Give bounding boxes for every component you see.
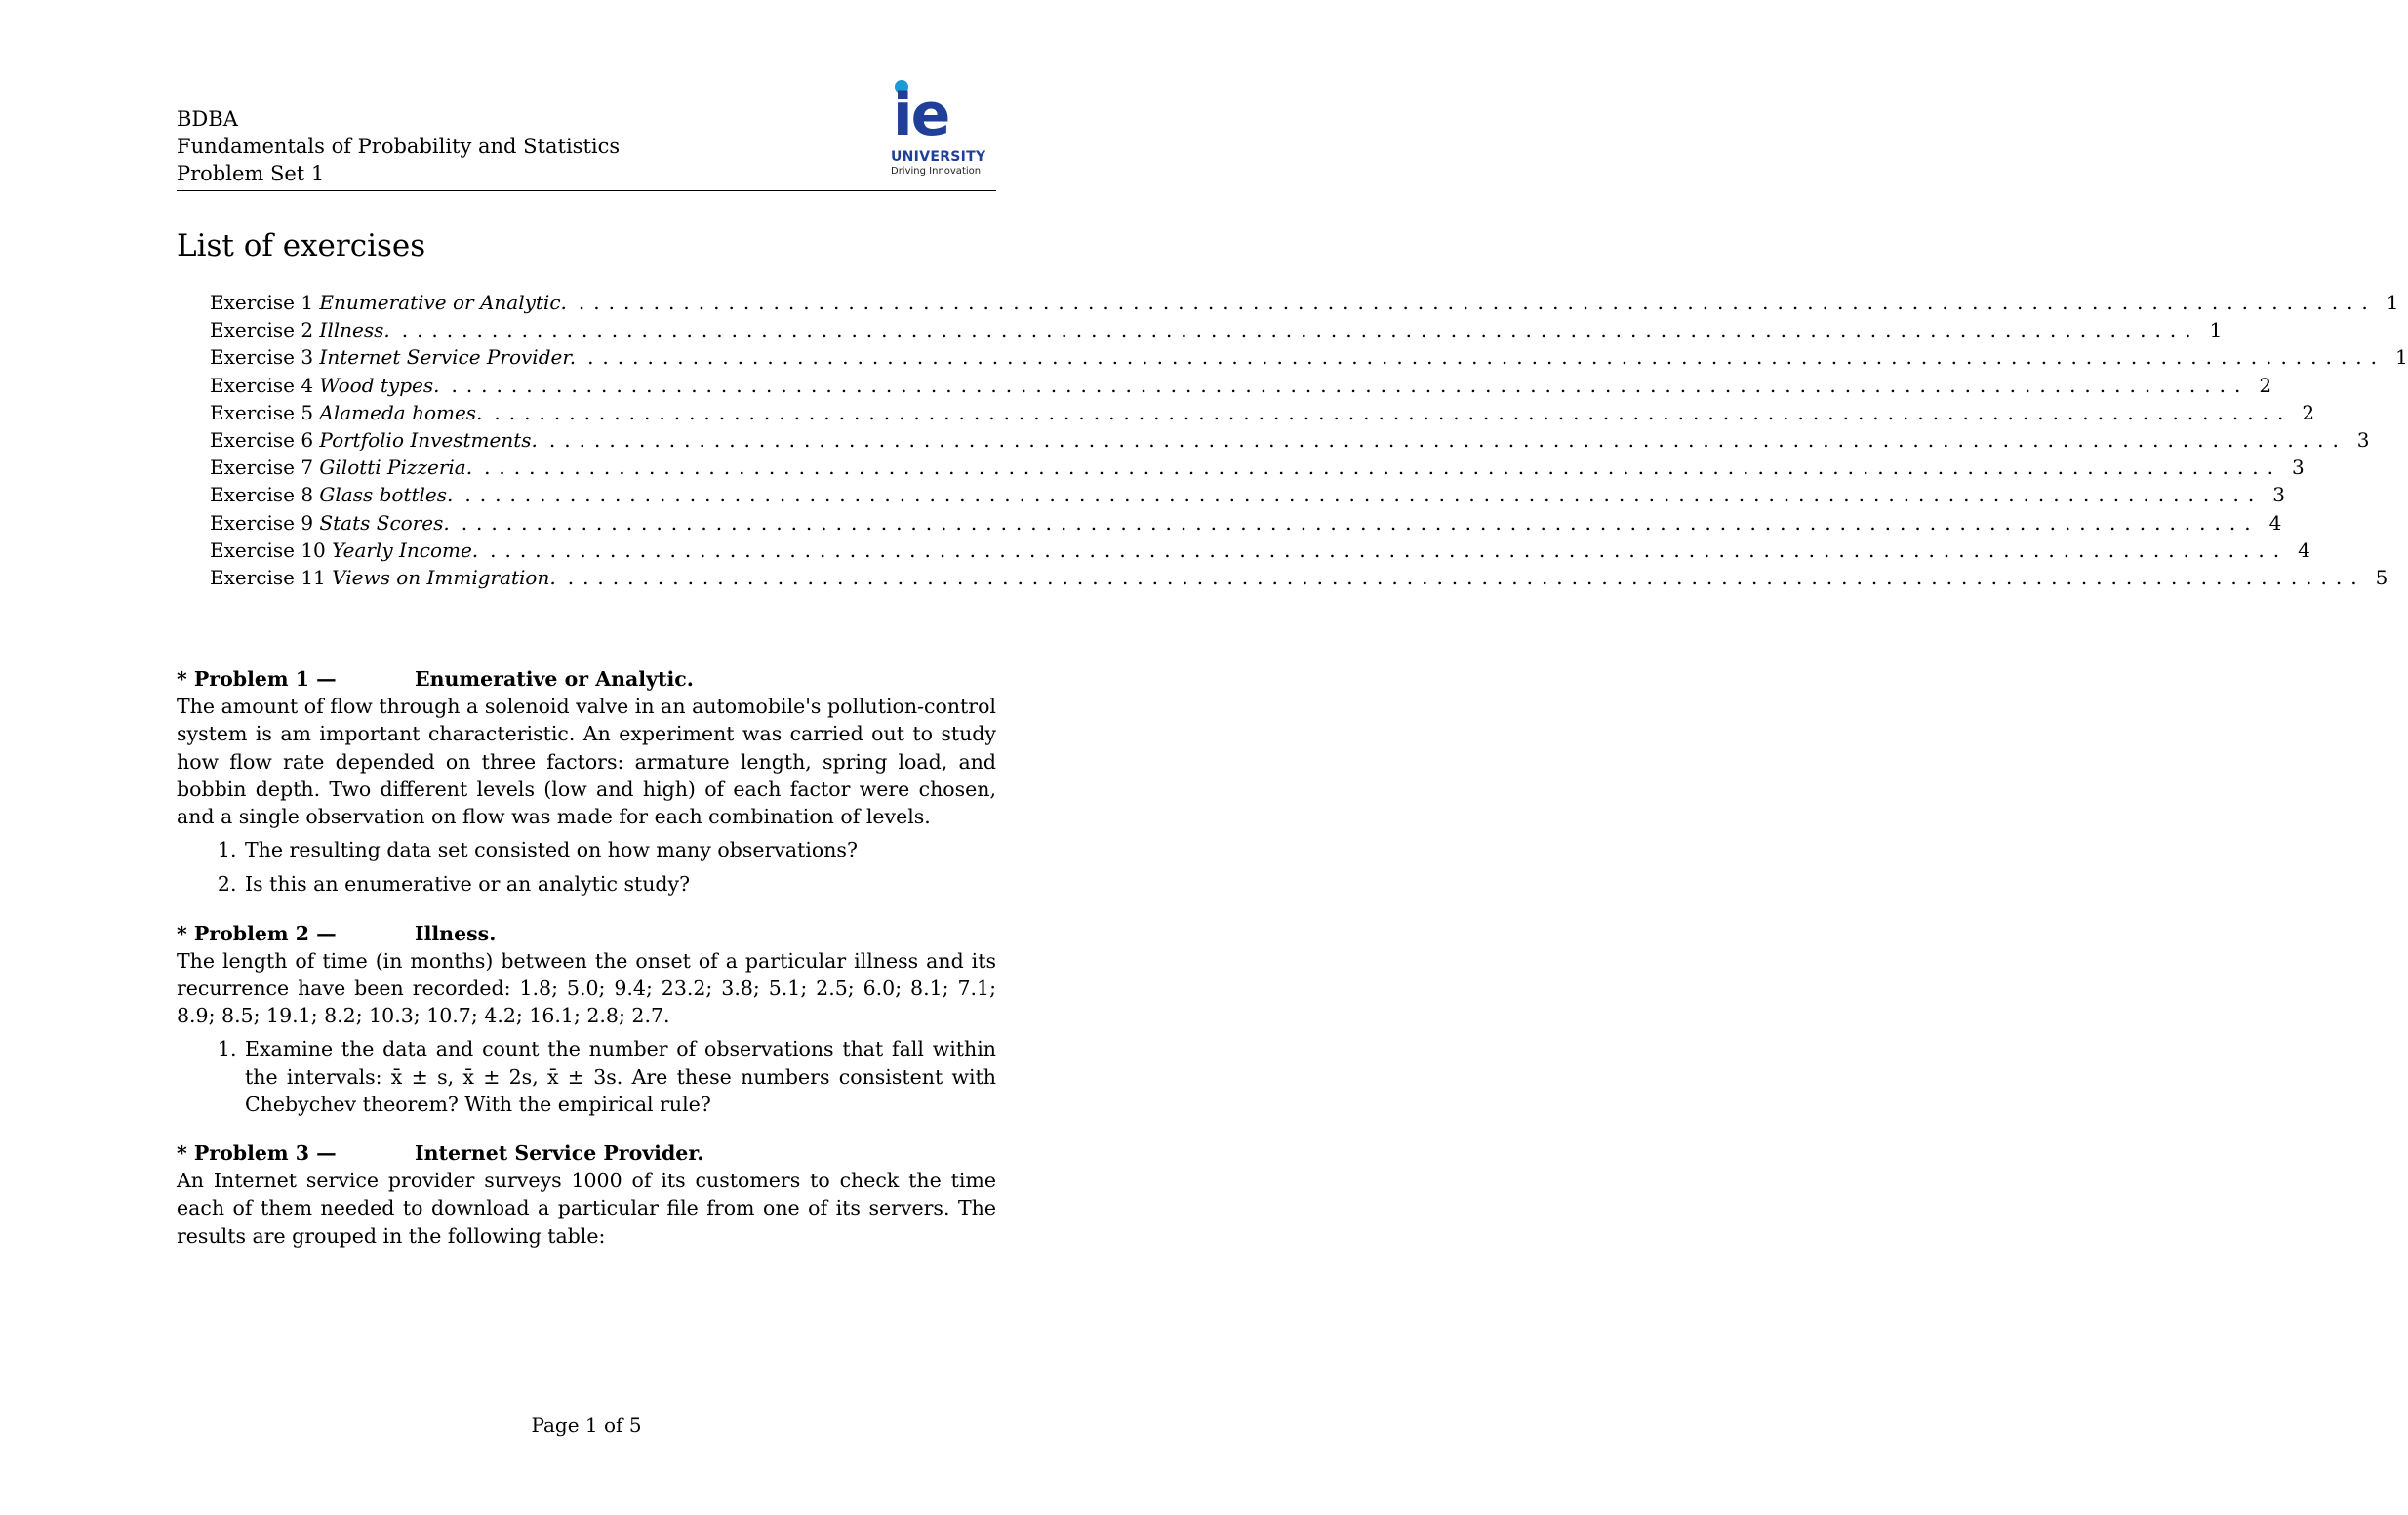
problem-heading	[177, 920, 996, 947]
toc-item-name: Glass bottles.	[319, 483, 454, 507]
toc-item-page: 4	[2298, 538, 2310, 562]
toc-item[interactable]	[210, 510, 2282, 538]
logo-mark: ie	[893, 81, 949, 149]
toc-item-page: 3	[2291, 456, 2305, 480]
toc-item-label	[210, 483, 453, 506]
ie-university-logo	[891, 80, 990, 179]
toc-leader-dots: ........................................................................................................................	[587, 345, 2386, 370]
toc-leader-dots: ........................................................................................................................	[451, 373, 2250, 397]
problem-label: * Problem 2 —	[177, 921, 337, 945]
toc-item-number: Exercise 3	[210, 345, 314, 370]
course-title: Fundamentals of Probability and Statistics	[177, 135, 621, 158]
problem-block	[177, 665, 996, 898]
problem-question: 2. Is this an enumerative or an analytic study?	[243, 870, 996, 897]
problem-heading	[177, 665, 996, 693]
toc-item-number: Exercise 10	[210, 538, 326, 562]
toc-item[interactable]	[210, 427, 2370, 456]
problem-title: Enumerative or Analytic.	[415, 667, 694, 691]
toc-item-name: Enumerative or Analytic.	[319, 291, 567, 314]
toc-item-page: 3	[2272, 483, 2285, 507]
toc-item-number: Exercise 11	[210, 565, 326, 589]
problem-question: 1. The resulting data set consisted on how many observations?	[243, 836, 996, 863]
toc-leader-dots: ........................................................................................................................	[578, 291, 2377, 314]
logo-name: UNIVERSITY	[891, 149, 986, 165]
toc-item-name: Gilotti Pizzeria.	[319, 456, 473, 480]
toc-leader-dots: ........................................................................................................................	[401, 318, 2200, 342]
problem-set-title: Problem Set 1	[177, 162, 325, 185]
toc-leader-dots: ........................................................................................................................	[490, 538, 2289, 562]
toc-item[interactable]	[210, 483, 2285, 510]
toc-item-page: 5	[2375, 565, 2388, 589]
toc-item[interactable]	[210, 373, 2272, 401]
toc-item-label	[210, 428, 538, 452]
toc-item-label	[210, 566, 556, 589]
problem-label: * Problem 3 —	[177, 1141, 337, 1166]
toc-list	[210, 291, 2408, 593]
toc-item-number: Exercise 8	[210, 483, 314, 507]
toc-item-page: 3	[2356, 427, 2370, 452]
toc-item[interactable]	[210, 456, 2305, 483]
toc-item[interactable]	[210, 400, 2315, 428]
toc-item-page: 1	[2394, 345, 2408, 370]
toc-item-page: 4	[2268, 510, 2282, 535]
toc-item-label	[210, 511, 450, 535]
problem-questions	[177, 836, 996, 897]
toc-item-number: Exercise 1	[210, 291, 314, 314]
problem-text: The length of time (in months) between the onset of a particular illness and its recurrence have been recorded: 1.8; 5.0; 9.4; 23.2; 3.8; 5.1; 2.5; 6.0; 8.1; 7.1; 8.9; 8.5; 19.1; 8.2; 10.3; 10.7; 4.2; 16.1; 2.8; 2.7.	[177, 948, 996, 1028]
toc-item-number: Exercise 7	[210, 456, 314, 480]
toc-item-page: 2	[2302, 400, 2315, 424]
toc-item[interactable]	[210, 565, 2388, 593]
problem-title: Illness.	[415, 921, 497, 945]
toc-item-name: Portfolio Investments.	[319, 427, 538, 452]
page-header	[177, 81, 996, 193]
toc-title: List of exercises	[177, 228, 426, 263]
toc-item-label	[210, 345, 576, 369]
toc-item[interactable]	[210, 291, 2399, 318]
toc-item-name: Stats Scores.	[319, 510, 450, 535]
problem-heading	[177, 1139, 996, 1167]
toc-item-name: Wood types.	[319, 373, 440, 397]
problem-block	[177, 1139, 996, 1250]
toc-item-name: Yearly Income.	[332, 538, 479, 562]
course-code: BDBA	[177, 107, 238, 131]
toc-item-page: 1	[2209, 318, 2223, 342]
document-page	[177, 0, 2408, 1515]
toc-leader-dots: ........................................................................................................................	[494, 400, 2293, 424]
toc-leader-dots: ........................................................................................................................	[567, 565, 2366, 589]
toc-item-number: Exercise 9	[210, 510, 314, 535]
toc-item-number: Exercise 6	[210, 427, 314, 452]
problems-section	[177, 665, 996, 1271]
toc-item-label	[210, 318, 390, 341]
problem-title: Internet Service Provider.	[415, 1141, 704, 1166]
problem-question: 1. Examine the data and count the number of observations that fall within the intervals: x̄ ± s, x̄ ± 2s, x̄ ± 3s. Are these numbers consistent with Chebychev theorem? With the empirical rule?	[243, 1035, 996, 1118]
toc-item-name: Alameda homes.	[319, 400, 483, 424]
toc-item-label	[210, 401, 482, 424]
header-divider	[177, 190, 996, 191]
problem-questions	[177, 1035, 996, 1118]
toc-item[interactable]	[210, 538, 2310, 566]
toc-item-label	[210, 374, 439, 397]
logo-tagline: Driving Innovation	[891, 166, 982, 177]
toc-item-number: Exercise 4	[210, 373, 314, 397]
toc-leader-dots: ........................................................................................................................	[464, 483, 2264, 507]
toc-item-label	[210, 291, 567, 314]
toc-item-page: 1	[2386, 291, 2399, 314]
toc-item-page: 2	[2259, 373, 2272, 397]
toc-item-number: Exercise 2	[210, 318, 314, 342]
problem-text: The amount of flow through a solenoid valve in an automobile's pollution-control system is am important characteristic. An experiment was carried out to study how flow rate depended on three factors: armature length, spring load, and bobbin depth. Two different levels (low and high) of each factor were chosen, and a single observation on flow was made for each combination of levels.	[177, 695, 996, 829]
toc-item-number: Exercise 5	[210, 400, 314, 424]
toc-item-label	[210, 456, 472, 479]
toc-leader-dots: ........................................................................................................................	[461, 510, 2260, 535]
problem-text: An Internet service provider surveys 1000 of its customers to check the time each of them needed to download a particular file from one of its servers. The results are grouped in the following table:	[177, 1169, 996, 1248]
toc-leader-dots: ........................................................................................................................	[548, 427, 2348, 452]
problem-block	[177, 920, 996, 1118]
toc-item-name: Internet Service Provider.	[319, 345, 577, 370]
toc-item-label	[210, 538, 478, 562]
toc-item-name: Illness.	[319, 318, 390, 342]
problem-label: * Problem 1 —	[177, 667, 337, 691]
toc-item-name: Views on Immigration.	[332, 565, 556, 589]
toc-item[interactable]	[210, 345, 2408, 373]
toc-item[interactable]	[210, 318, 2223, 345]
toc-leader-dots: ........................................................................................................................	[484, 456, 2282, 480]
page-footer: Page 1 of 5	[531, 1414, 642, 1437]
